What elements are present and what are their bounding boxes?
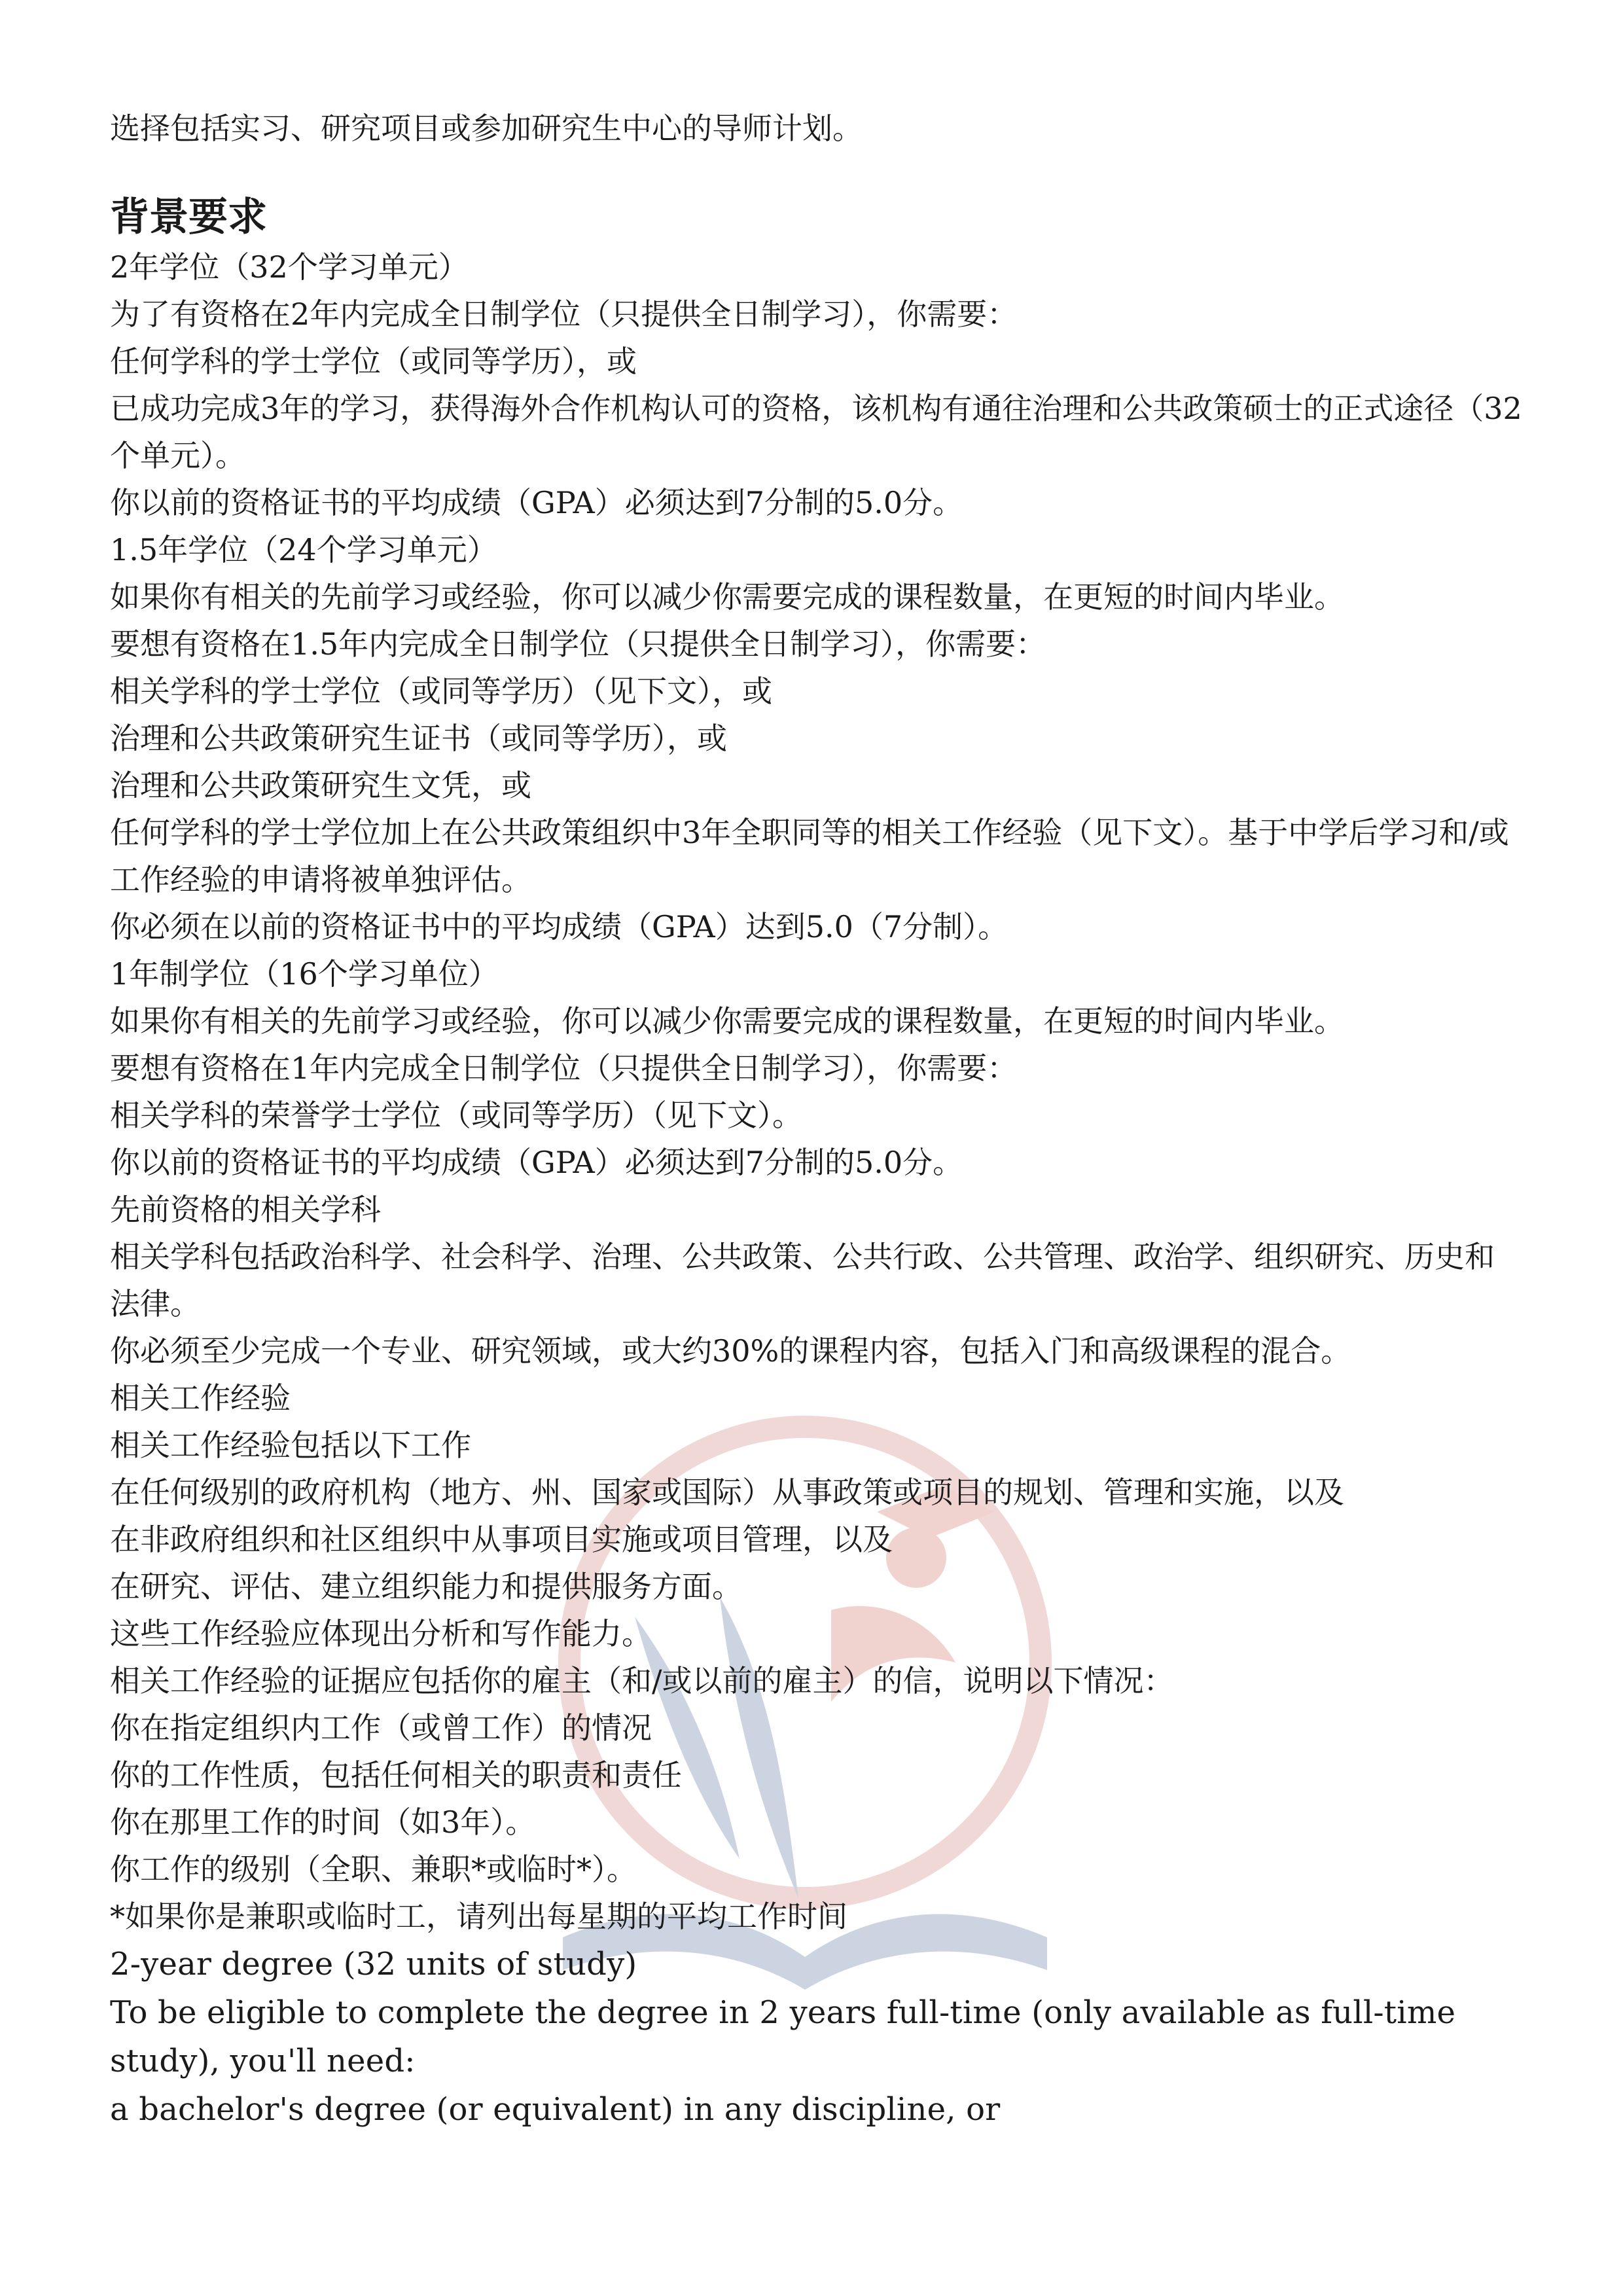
- text-line: 你必须在以前的资格证书中的平均成绩（GPA）达到5.0（7分制）。: [110, 909, 1008, 944]
- text-line: 你在那里工作的时间（如3年）。: [110, 1804, 536, 1840]
- text-line: 先前资格的相关学科: [110, 1192, 381, 1227]
- text-line: 你以前的资格证书的平均成绩（GPA）必须达到7分制的5.0分。: [110, 1145, 963, 1180]
- text-line: 2年学位（32个学习单元）: [110, 249, 469, 285]
- text-line: 要想有资格在1.5年内完成全日制学位（只提供全日制学习），你需要：: [110, 626, 1046, 662]
- text-line: 这些工作经验应体现出分析和写作能力。: [110, 1616, 652, 1651]
- text-line-en: To be eligible to complete the degree in 2 years full-time (only available as full-time study), you'll need:: [110, 1994, 1456, 2079]
- text-line: 已成功完成3年的学习，获得海外合作机构认可的资格，该机构有通往治理和公共政策硕士的正式途径（32个单元）。: [110, 391, 1522, 473]
- text-line: 任何学科的学士学位加上在公共政策组织中3年全职同等的相关工作经验（见下文）。基于中学后学习和/或工作经验的申请将被单独评估。: [110, 815, 1509, 897]
- chinese-lines: [110, 243, 1524, 1940]
- text-line: 你必须至少完成一个专业、研究领域，或大约30%的课程内容，包括入门和高级课程的混合。: [110, 1333, 1351, 1369]
- text-line: 为了有资格在2年内完成全日制学位（只提供全日制学习），你需要：: [110, 296, 1018, 332]
- text-line: 相关工作经验的证据应包括你的雇主（和/或以前的雇主）的信，说明以下情况：: [110, 1663, 1174, 1698]
- text-line: 相关工作经验: [110, 1380, 291, 1416]
- text-line: 相关学科的荣誉学士学位（或同等学历）（见下文）。: [110, 1098, 802, 1133]
- text-line: 如果你有相关的先前学习或经验，你可以减少你需要完成的课程数量，在更短的时间内毕业。: [110, 1003, 1344, 1039]
- section-heading: 背景要求: [110, 194, 267, 240]
- text-line: 相关学科包括政治科学、社会科学、治理、公共政策、公共行政、公共管理、政治学、组织研究、历史和法律。: [110, 1239, 1495, 1321]
- text-line: 在研究、评估、建立组织能力和提供服务方面。: [110, 1569, 742, 1604]
- text-line: 你以前的资格证书的平均成绩（GPA）必须达到7分制的5.0分。: [110, 485, 963, 520]
- text-line: 在任何级别的政府机构（地方、州、国家或国际）从事政策或项目的规划、管理和实施，以及: [110, 1475, 1344, 1510]
- text-line: 治理和公共政策研究生证书（或同等学历），或: [110, 721, 727, 756]
- text-line-en: a bachelor's degree (or equivalent) in any discipline, or: [110, 2091, 1001, 2128]
- text-line: 任何学科的学士学位（或同等学历），或: [110, 344, 637, 379]
- text-line: 你在指定组织内工作（或曾工作）的情况: [110, 1710, 652, 1746]
- text-line: *如果你是兼职或临时工，请列出每星期的平均工作时间: [110, 1899, 847, 1934]
- text-line: 在非政府组织和社区组织中从事项目实施或项目管理，以及: [110, 1522, 893, 1557]
- text-line: 你的工作性质，包括任何相关的职责和责任: [110, 1757, 682, 1793]
- text-line: 如果你有相关的先前学习或经验，你可以减少你需要完成的课程数量，在更短的时间内毕业。: [110, 579, 1344, 615]
- text-line: 1.5年学位（24个学习单元）: [110, 532, 497, 567]
- text-line: 要想有资格在1年内完成全日制学位（只提供全日制学习），你需要：: [110, 1050, 1018, 1086]
- english-lines: [110, 1940, 1524, 2134]
- text-line: 相关学科的学士学位（或同等学历）（见下文），或: [110, 673, 772, 709]
- text-line: 治理和公共政策研究生文凭，或: [110, 768, 531, 803]
- text-line: 你工作的级别（全职、兼职*或临时*）。: [110, 1852, 637, 1887]
- text-line-en: 2-year degree (32 units of study): [110, 1946, 637, 1982]
- text-line: 相关工作经验包括以下工作: [110, 1427, 471, 1463]
- intro-paragraph: 选择包括实习、研究项目或参加研究生中心的导师计划。: [110, 111, 863, 146]
- text-line: 1年制学位（16个学习单位）: [110, 956, 499, 992]
- document-body: [110, 105, 1524, 2134]
